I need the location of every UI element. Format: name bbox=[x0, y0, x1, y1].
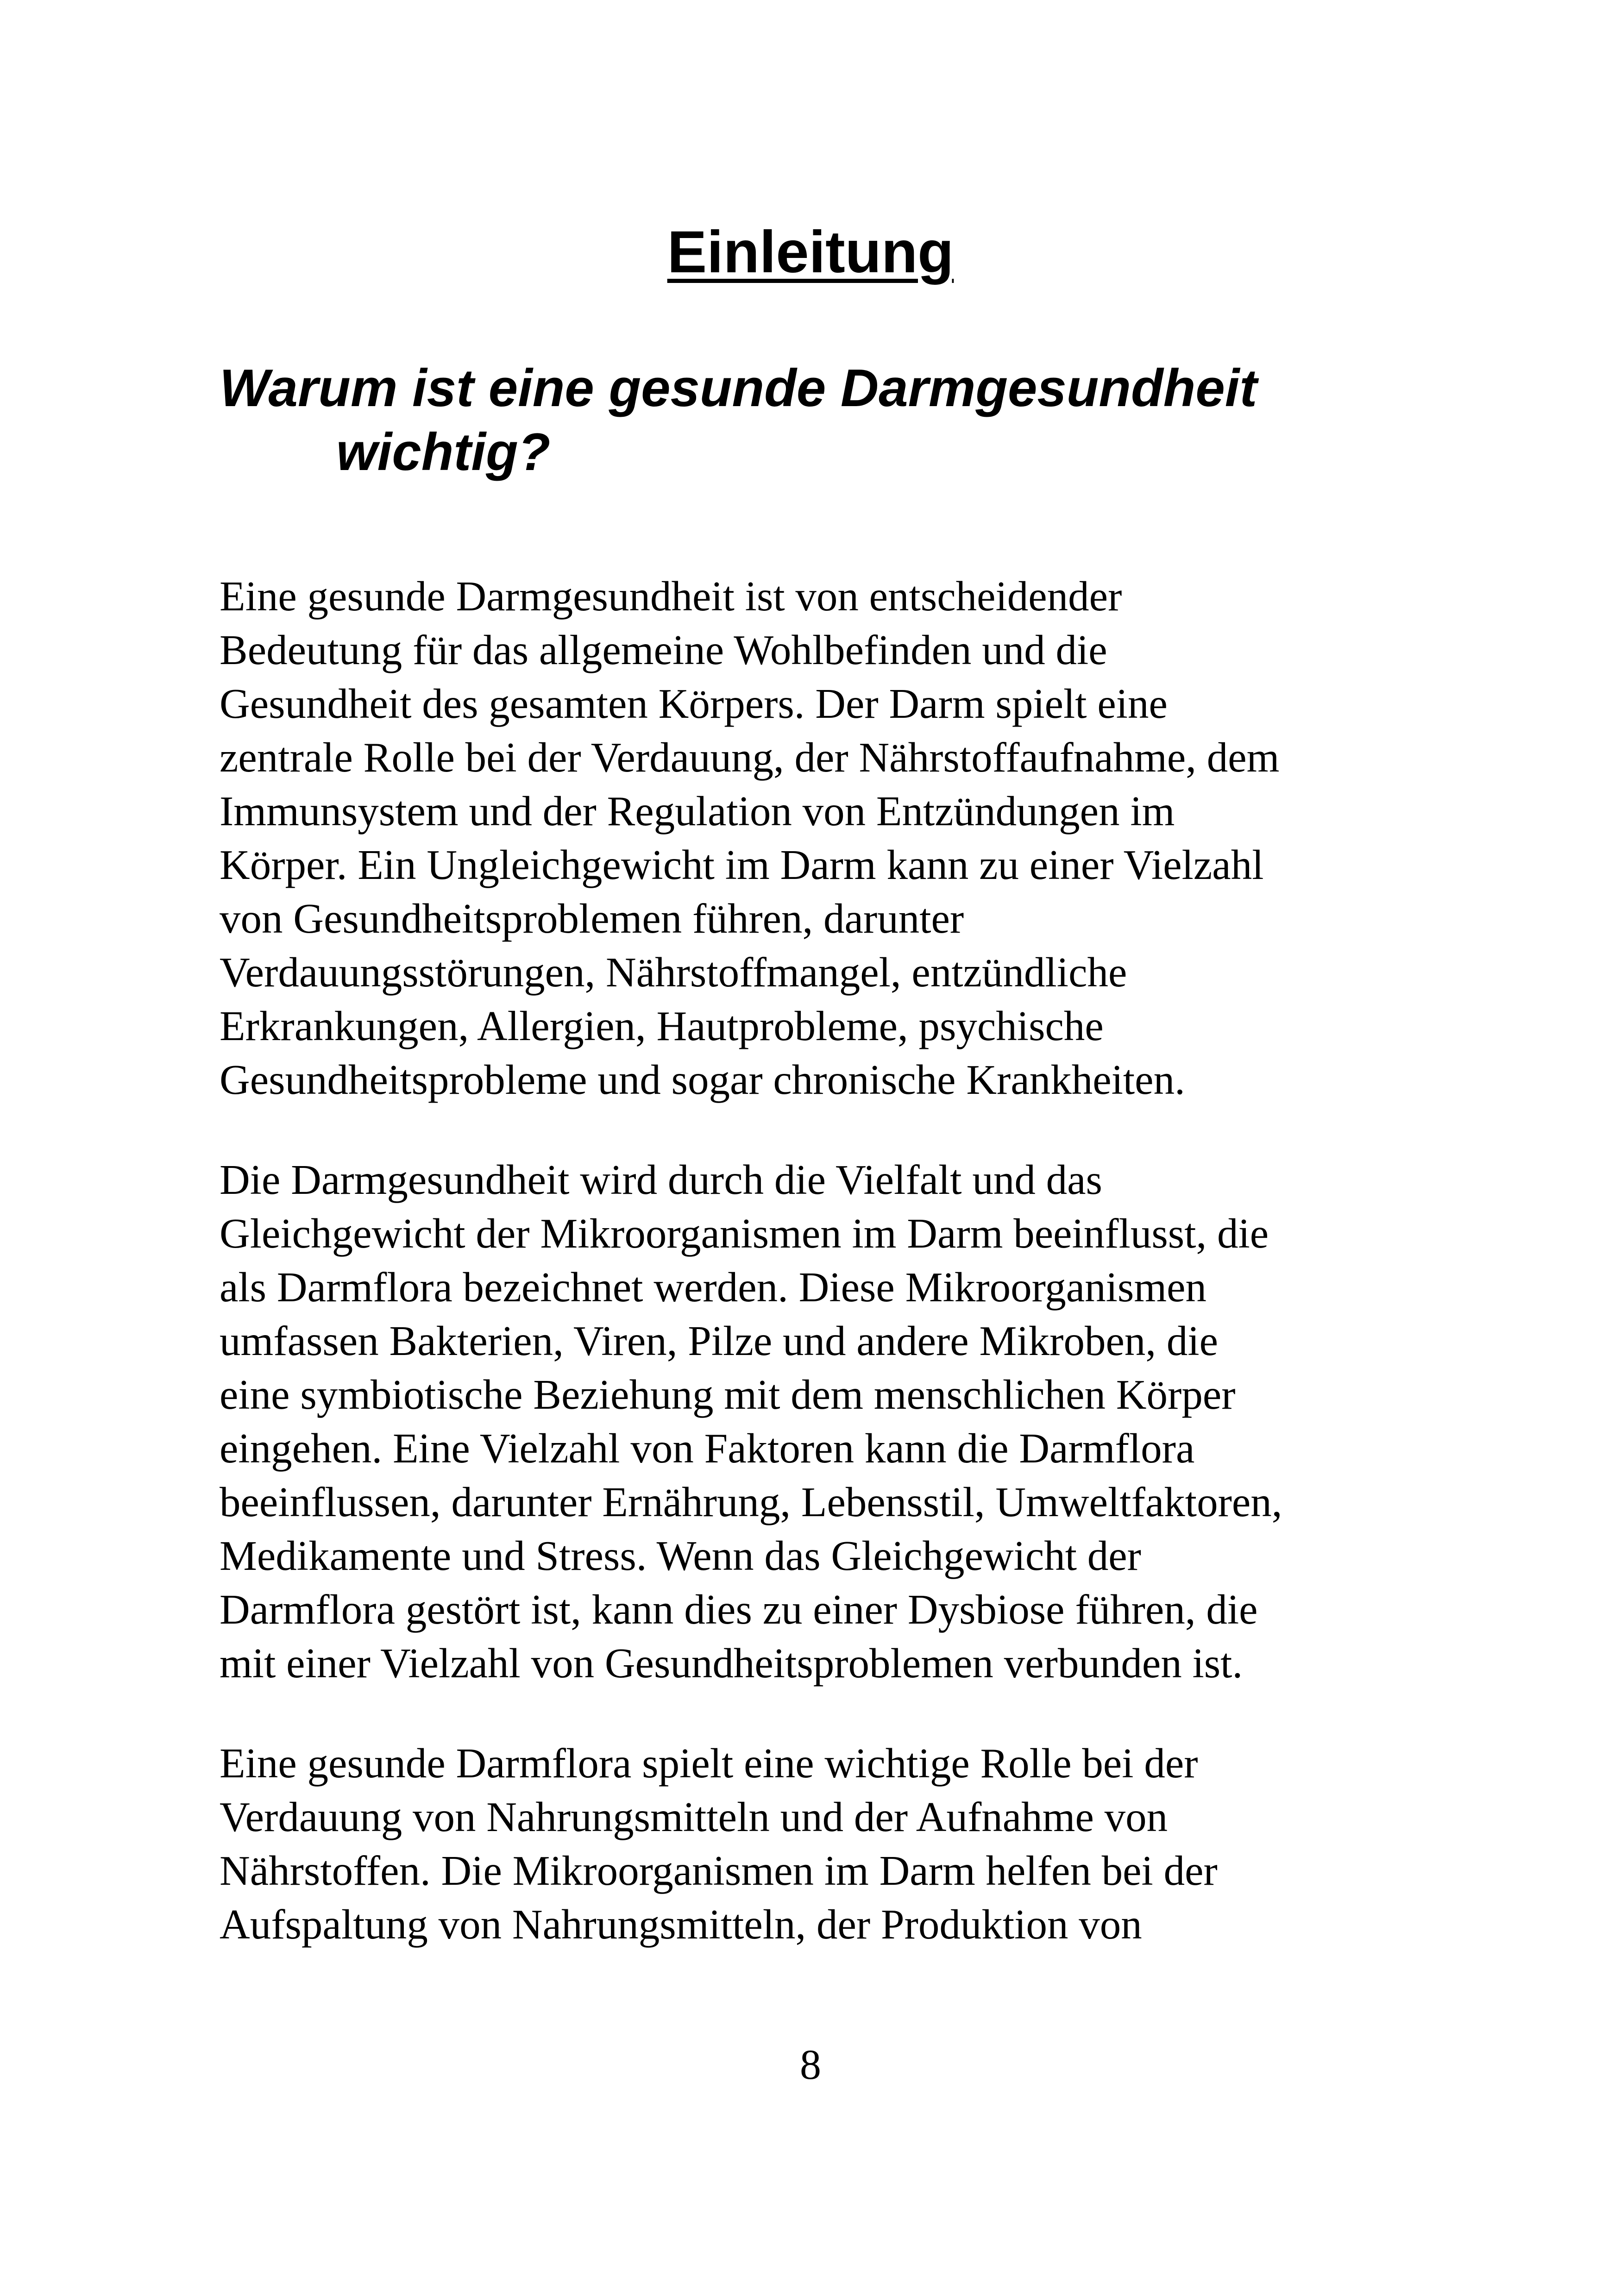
section-heading bbox=[220, 357, 1424, 484]
paragraph-line: umfassen Bakterien, Viren, Pilze und andere Mikroben, die bbox=[220, 1317, 1219, 1364]
paragraph-line: Gesundheitsprobleme und sogar chronische Krankheiten. bbox=[220, 1056, 1185, 1103]
paragraph-2 bbox=[220, 1153, 1433, 1690]
paragraph-line: Die Darmgesundheit wird durch die Vielfalt und das bbox=[220, 1156, 1102, 1203]
paragraph-line: Körper. Ein Ungleichgewicht im Darm kann zu einer Vielzahl bbox=[220, 841, 1264, 888]
paragraph-line: von Gesundheitsproblemen führen, darunter bbox=[220, 895, 964, 942]
paragraph-line: Erkrankungen, Allergien, Hautprobleme, psychische bbox=[220, 1003, 1104, 1049]
paragraph-1 bbox=[220, 570, 1433, 1107]
paragraph-line: Immunsystem und der Regulation von Entzündungen im bbox=[220, 788, 1175, 834]
paragraph-line: Verdauungsstörungen, Nährstoffmangel, entzündliche bbox=[220, 949, 1127, 996]
paragraph-line: Medikamente und Stress. Wenn das Gleichgewicht der bbox=[220, 1532, 1141, 1579]
paragraph-line: beeinflussen, darunter Ernährung, Lebensstil, Umweltfaktoren, bbox=[220, 1479, 1282, 1525]
paragraph-line: Nährstoffen. Die Mikroorganismen im Darm helfen bei der bbox=[220, 1847, 1218, 1894]
paragraph-line: Eine gesunde Darmflora spielt eine wichtige Rolle bei der bbox=[220, 1740, 1198, 1787]
paragraph-line: Bedeutung für das allgemeine Wohlbefinden und die bbox=[220, 627, 1107, 673]
paragraph-line: eine symbiotische Beziehung mit dem menschlichen Körper bbox=[220, 1371, 1236, 1418]
section-heading-line-2: wichtig? bbox=[336, 423, 551, 482]
paragraph-line: Darmflora gestört ist, kann dies zu einer Dysbiose führen, die bbox=[220, 1586, 1258, 1633]
paragraph-line: zentrale Rolle bei der Verdauung, der Nährstoffaufnahme, dem bbox=[220, 734, 1280, 781]
paragraph-line: Gesundheit des gesamten Körpers. Der Darm spielt eine bbox=[220, 680, 1168, 727]
paragraph-line: mit einer Vielzahl von Gesundheitsproblemen verbunden ist. bbox=[220, 1640, 1243, 1687]
paragraph-3 bbox=[220, 1737, 1433, 1951]
paragraph-line: Aufspaltung von Nahrungsmitteln, der Produktion von bbox=[220, 1901, 1142, 1948]
page-number: 8 bbox=[800, 2041, 821, 2088]
paragraph-line: eingehen. Eine Vielzahl von Faktoren kann die Darmflora bbox=[220, 1425, 1195, 1472]
section-heading-line-1: Warum ist eine gesunde Darmgesundheit bbox=[220, 359, 1257, 418]
paragraph-line: Eine gesunde Darmgesundheit ist von entscheidender bbox=[220, 573, 1122, 620]
paragraph-line: Verdauung von Nahrungsmitteln und der Aufnahme von bbox=[220, 1794, 1168, 1840]
chapter-title: Einleitung bbox=[667, 219, 954, 285]
paragraph-line: als Darmflora bezeichnet werden. Diese Mikroorganismen bbox=[220, 1264, 1206, 1311]
paragraph-line: Gleichgewicht der Mikroorganismen im Darm beeinflusst, die bbox=[220, 1210, 1269, 1257]
